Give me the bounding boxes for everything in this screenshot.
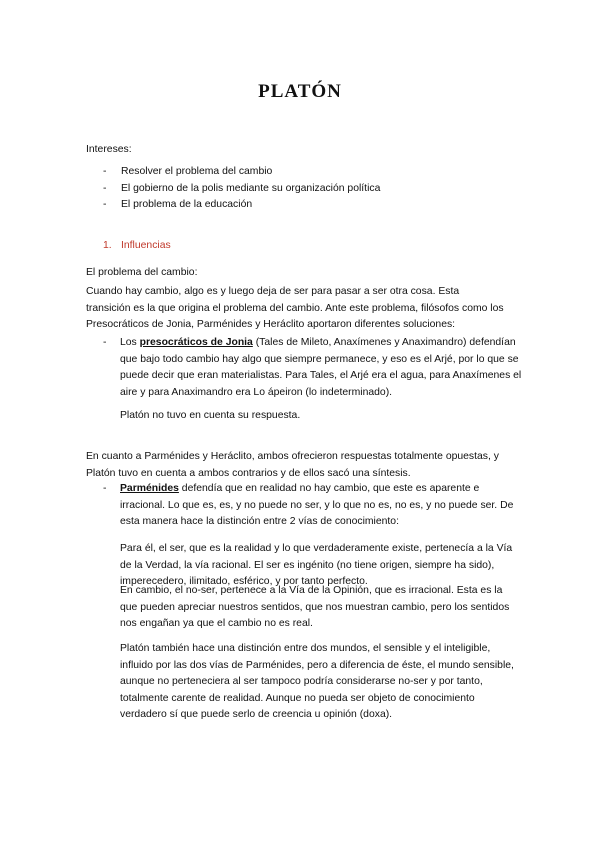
parmenides-para1: Para él, el ser, que es la realidad y lo que verdaderamente existe, pertenecía a la Vía de la Verdad, la vía racional. El ser es ingénito (no tiene origen, siempre ha sido), imperecedero, ilimitado, esférico, y por tanto perfecto. xyxy=(120,543,513,587)
list-item: - El problema de la educación xyxy=(103,199,253,210)
parmenides-term: Parménides xyxy=(120,483,179,494)
bullet-dash: - xyxy=(103,337,107,348)
parmenides-para2: En cambio, el no-ser, pertenece a la Vía de la Opinión, que es irracional. Esta es la que pueden apreciar nuestros sentidos, que nos muestran cambio, pero los sentidos nos engañan ya que el cambio no es real. xyxy=(120,585,510,629)
section-heading xyxy=(103,238,535,255)
page-title: PLATÓN xyxy=(258,81,342,102)
parmenides-paragraph: Parménides defendía que en realidad no hay cambio, que este es aparente e irracional. Lo que es, es, y no puede no ser, y lo que no es, no es, y no puede ser. De esta manera hace la distinción entre 2 vías de conocimiento: xyxy=(120,483,514,527)
problema-label: El problema del cambio: xyxy=(86,267,198,278)
intereses-label: Intereses: xyxy=(86,144,132,155)
presocraticos-paragraph: Los presocráticos de Jonia (Tales de Mileto, Anaxímenes y Anaximandro) defendían que bajo todo cambio hay algo que siempre permanece, y eso es el Arjé, por lo que se puede decir que eran materialistas. Para Tales, el Arjé era el agua, para Anaxímenes el aire y para Anaximandro era Lo ápeiron (lo indeterminado). xyxy=(120,337,522,398)
intro-paragraph: Cuando hay cambio, algo es y luego deja de ser para pasar a ser otra cosa. Esta transición es la que origina el problema del cambio. Ante este problema, filósofos como los Presocráticos de Jonia, Parménides y Heráclito aportaron diferentes soluciones: xyxy=(86,286,504,330)
presocraticos-note: Platón no tuvo en cuenta su respuesta. xyxy=(120,410,301,421)
parmenides-intro: En cuanto a Parménides y Heráclito, ambos ofrecieron respuestas totalmente opuestas, y Platón tuvo en cuenta a ambos contrarios y de ellos sacó una síntesis. xyxy=(86,451,499,479)
section-number: 1. xyxy=(103,240,112,251)
intereses-list xyxy=(86,164,518,214)
list-item: - Resolver el problema del cambio xyxy=(103,166,273,177)
parmenides-para3: Platón también hace una distinción entre dos mundos, el sensible y el inteligible, influido por las dos vías de Parménides, pero a diferencia de éste, el mundo sensible, aunque no perteneciera al ser tampoco podría considerarse no-ser y por tanto, totalmente carente de realidad. Aunque no pueda ser objeto de conocimiento verdadero sí que puede serlo de creencia u opinión (doxa). xyxy=(120,643,514,720)
bullet-dash: - xyxy=(103,483,107,494)
list-item: - El gobierno de la polis mediante su organización política xyxy=(103,182,381,194)
presocraticos-term: presocráticos de Jonia xyxy=(139,337,253,348)
section-title: Influencias xyxy=(121,240,171,251)
